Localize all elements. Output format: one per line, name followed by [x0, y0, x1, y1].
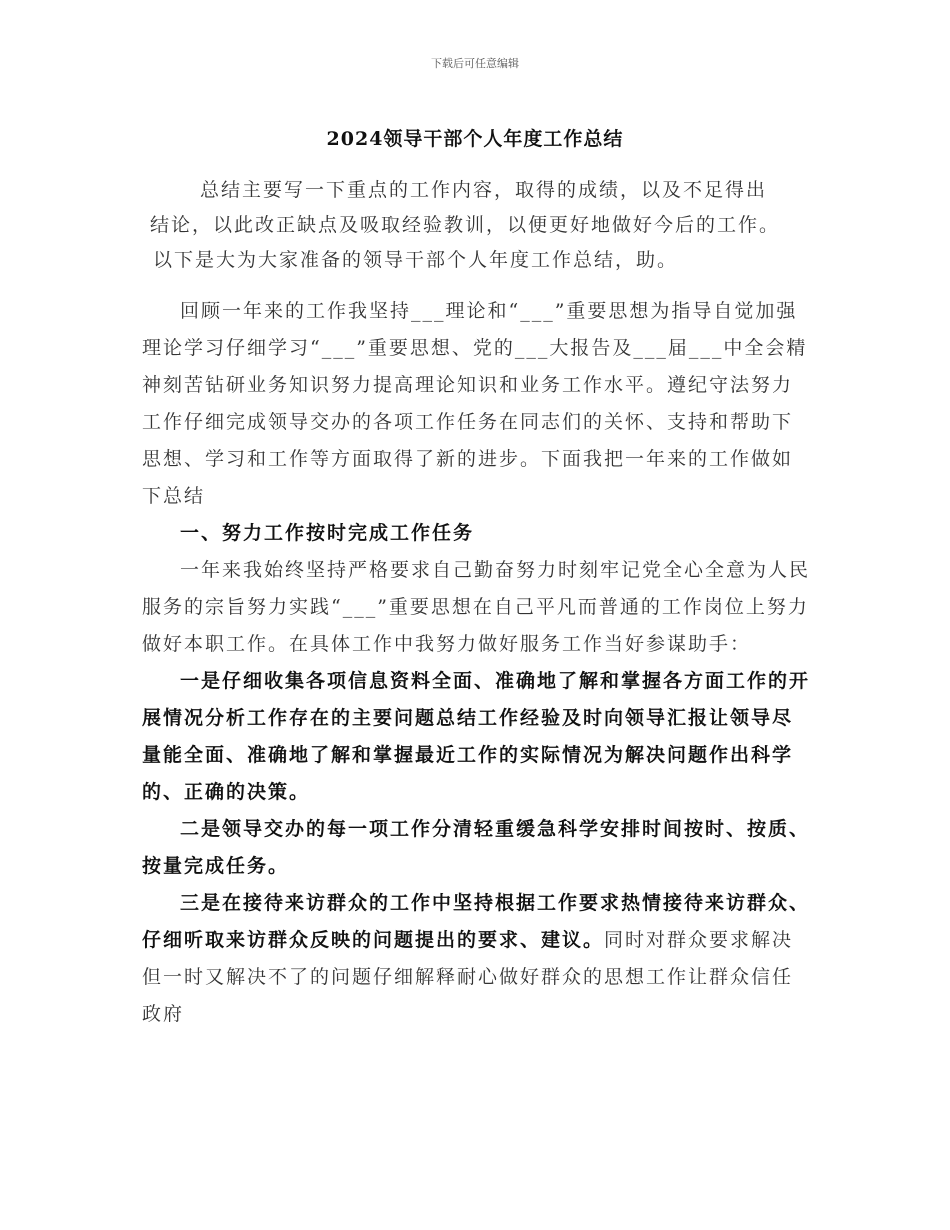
- section-heading-1: 一、努力工作按时完成工作任务: [180, 522, 475, 544]
- paragraph-point-3-bold: 三是在接待来访群众的工作中坚持根据工作要求热情接待来访群众、仔细听取来访群众反映的问题提出的要求、建议。: [142, 892, 811, 951]
- header-note: 下载后可任意编辑: [431, 57, 519, 70]
- paragraph-review: 回顾一年来的工作我坚持___理论和“___”重要思想为指导自觉加强理论学习仔细学习“___”重要思想、党的___大报告及___届___中全会精神刻苦钻研业务知识努力提高理论知识和业务工作水平。遵纪守法努力工作仔细完成领导交办的各项工作任务在同志们的关怀、支持和帮助下思想、学习和工作等方面取得了新的进步。下面我把一年来的工作做如下总结: [142, 300, 808, 507]
- paragraph-service: 一年来我始终坚持严格要求自己勤奋努力时刻牢记党全心全意为人民服务的宗旨努力实践“___”重要思想在自己平凡而普通的工作岗位上努力做好本职工作。在具体工作中我努力做好服务工作当好参谋助手：: [142, 559, 811, 655]
- paragraph-point-2: 二是领导交办的每一项工作分清轻重缓急科学安排时间按时、按质、按量完成任务。: [142, 818, 811, 877]
- document-title: 2024领导干部个人年度工作总结: [326, 128, 624, 150]
- paragraph-point-3-rest: 同时对群众要求解决但一时又解决不了的问题仔细解释耐心做好群众的思想工作让群众信任政府: [142, 929, 794, 1025]
- document-body: [142, 293, 812, 1033]
- intro-summary: [150, 173, 818, 278]
- intro-line-2: 结论，以此改正缺点及吸取经验教训，以便更好地做好今后的工作。: [150, 214, 781, 236]
- intro-line-3: 以下是大为大家准备的领导干部个人年度工作总结，助。: [153, 249, 679, 271]
- intro-line-1: 总结主要写一下重点的工作内容，取得的成绩，以及不足得出: [200, 179, 768, 201]
- paragraph-point-3: [142, 885, 812, 1033]
- paragraph-point-1: 一是仔细收集各项信息资料全面、准确地了解和掌握各方面工作的开展情况分析工作存在的主要问题总结工作经验及时向领导汇报让领导尽量能全面、准确地了解和掌握最近工作的实际情况为解决问题作出科学的、正确的决策。: [142, 670, 811, 803]
